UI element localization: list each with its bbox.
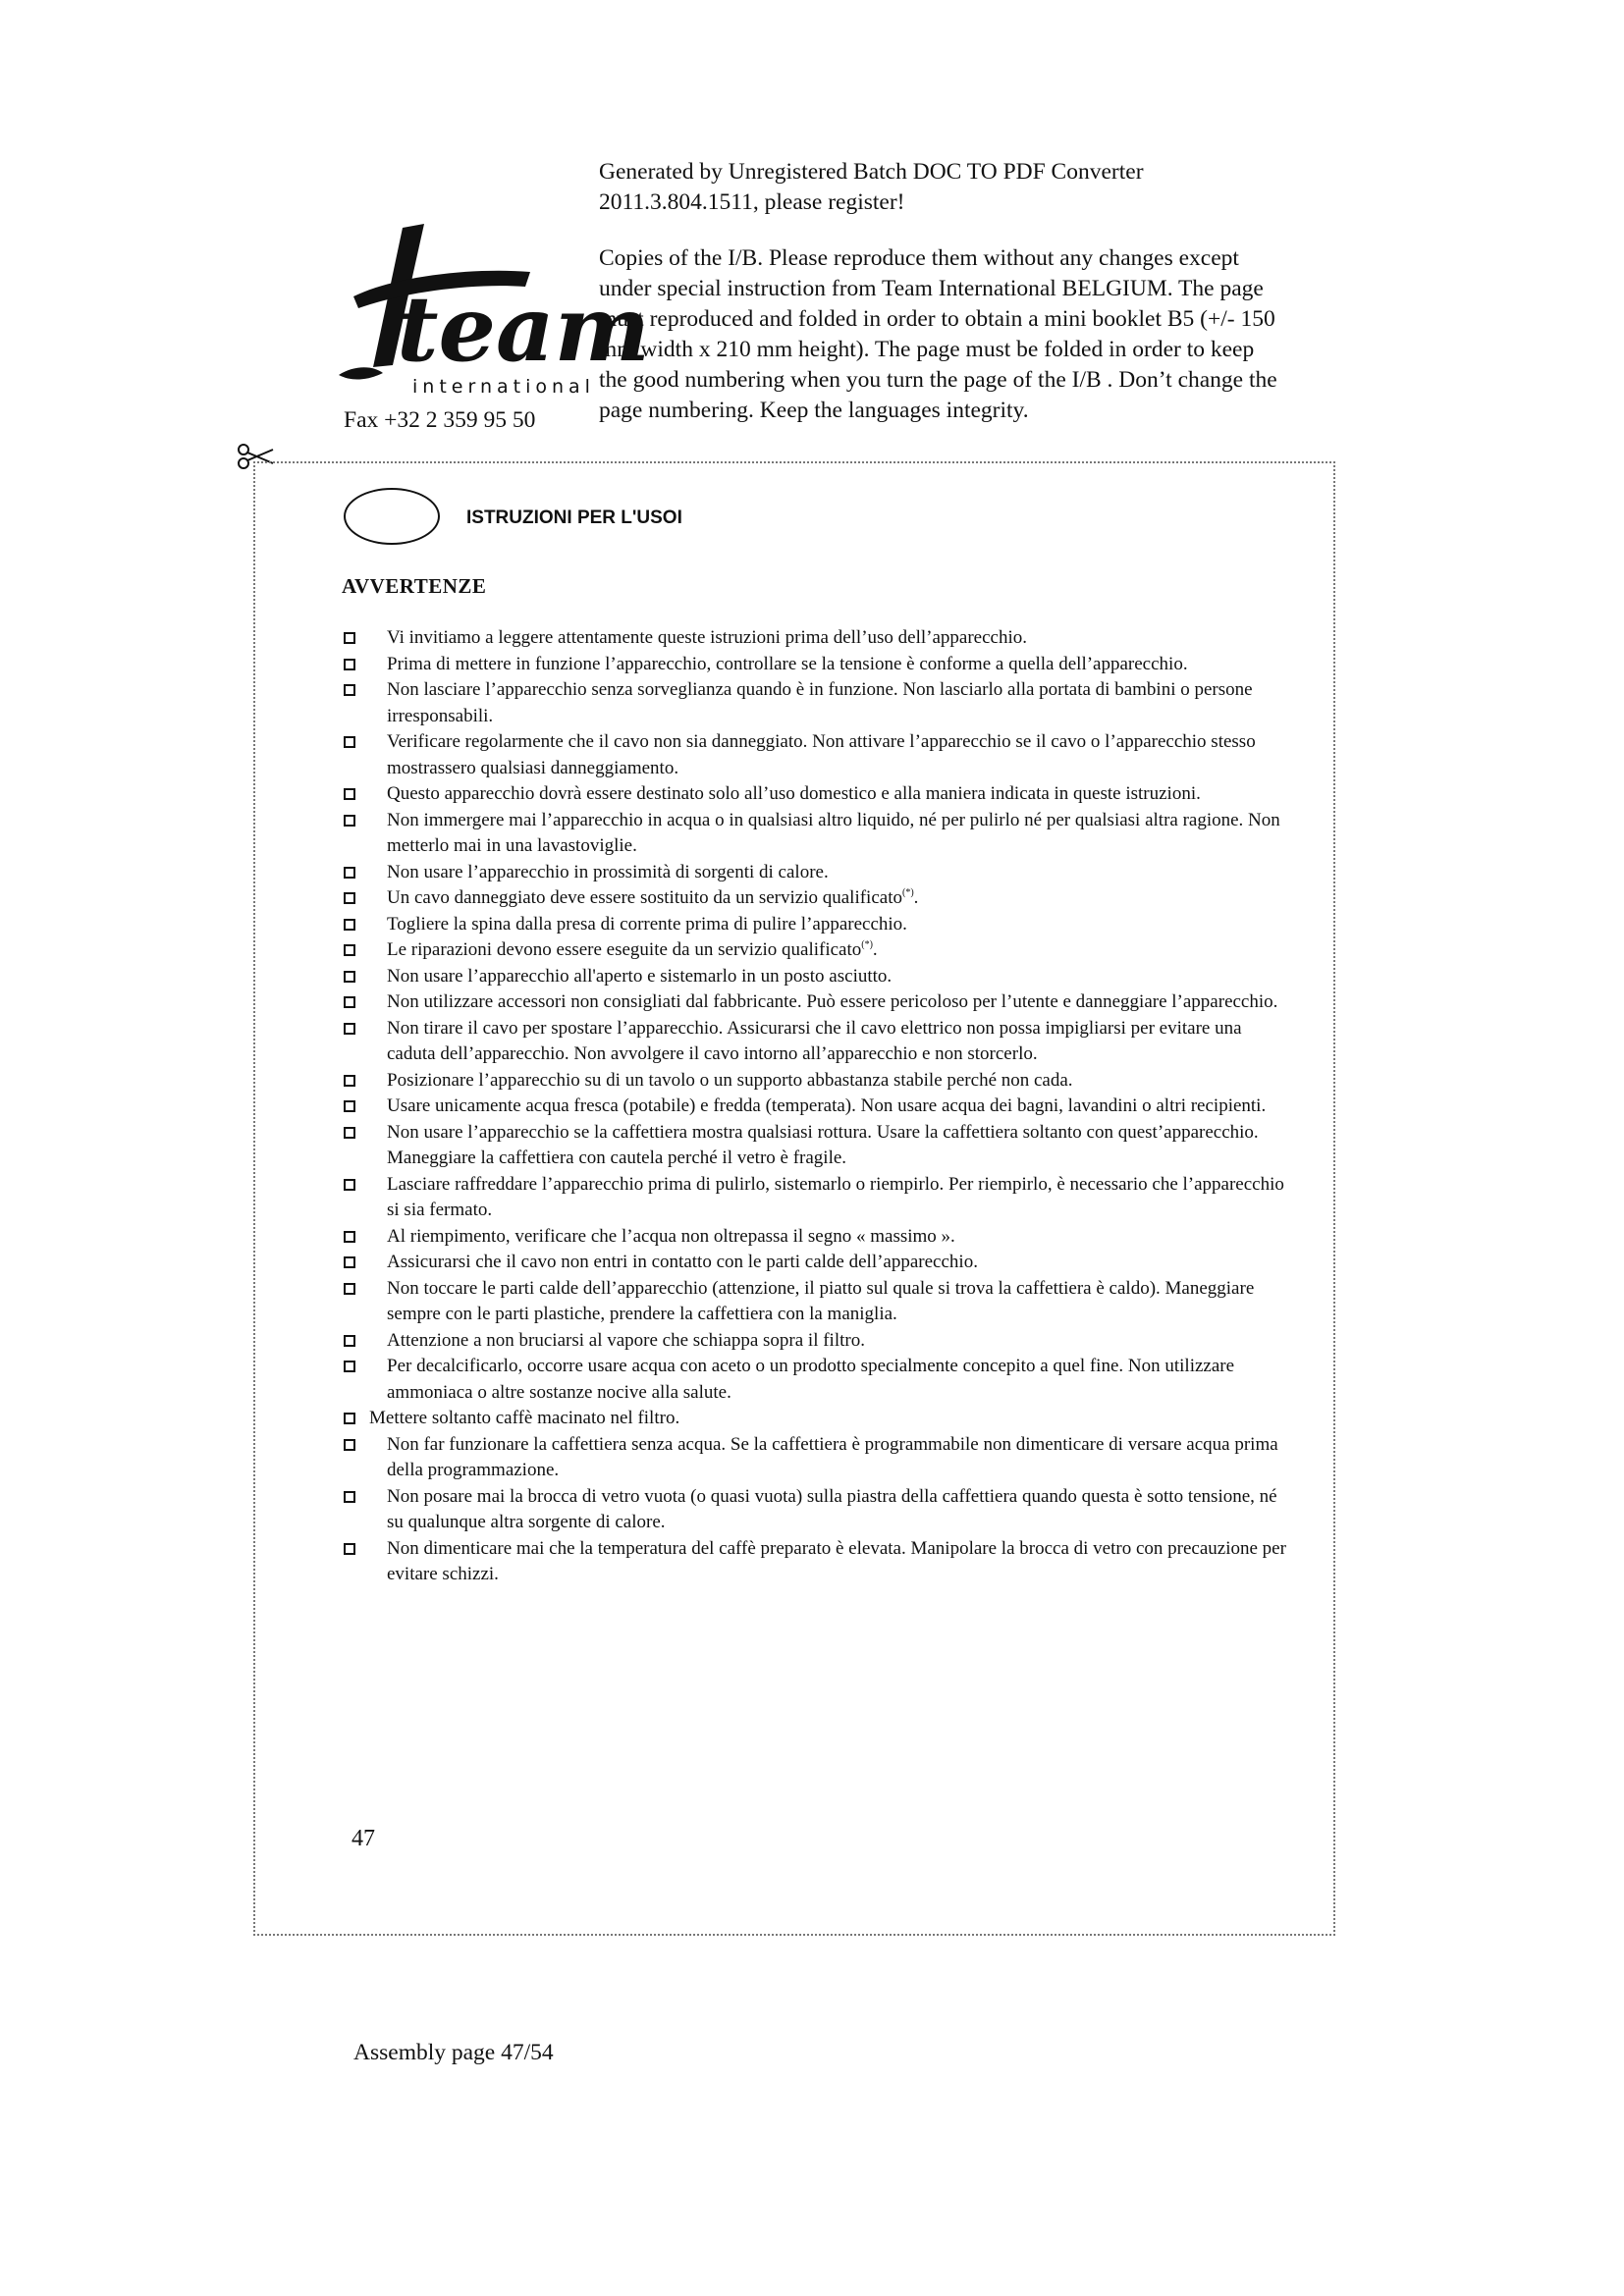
checkbox-icon [344,1543,355,1555]
footnote-mark: (*) [861,939,873,950]
list-item: Non far funzionare la caffettiera senza acqua. Se la caffettiera è programmabile non dimenticare di versare acqua prima della programmazione. [342,1432,1294,1484]
list-item: Non posare mai la brocca di vetro vuota (o quasi vuota) sulla piastra della caffettiera quando questa è sotto tensione, né su qualunque altra sorgente di calore. [342,1484,1294,1536]
checkbox-icon [344,867,355,879]
header-note [599,157,1286,452]
section-title: ISTRUZIONI PER L'USOI [466,507,682,528]
list-item: Prima di mettere in funzione l’apparecchio, controllare se la tensione è conforme a quella dell’apparecchio. [342,652,1294,678]
list-item: Non usare l’apparecchio in prossimità di sorgenti di calore. [342,860,1294,886]
checkbox-icon [344,996,355,1008]
copies-instructions: Copies of the I/B. Please reproduce them without any changes except under special instruction from Team International BELGIUM. The page must reproduced and folded in order to obtain a mini booklet B5 (+/- 150 mm width x 210 mm height). The page must be folded in order to keep the good numbering when you turn the page of the I/B . Don’t change the page numbering. Keep the languages integrity. [599,245,1277,423]
page-number: 47 [352,1826,375,1851]
checkbox-icon [344,736,355,748]
checkbox-icon [344,659,355,670]
logo-subtitle: international [412,376,595,398]
checkbox-icon [344,1335,355,1347]
list-item: Non usare l’apparecchio all'aperto e sistemarlo in un posto asciutto. [342,964,1294,990]
list-item: Togliere la spina dalla presa di corrente prima di pulire l’apparecchio. [342,912,1294,938]
checkbox-icon [344,1256,355,1268]
checkbox-icon [344,1179,355,1191]
checkbox-icon [344,815,355,827]
checkbox-icon [344,1283,355,1295]
checkbox-icon [344,684,355,696]
warnings-heading: AVVERTENZE [342,574,487,598]
list-item: Per decalcificarlo, occorre usare acqua con aceto o un prodotto specialmente concepito a quel fine. Non utilizzare ammoniaca o altre sostanze nocive alla salute. [342,1354,1294,1406]
list-item: Usare unicamente acqua fresca (potabile) e fredda (temperata). Non usare acqua dei bagni, lavandini o altri recipienti. [342,1094,1294,1120]
list-item: Non immergere mai l’apparecchio in acqua o in qualsiasi altro liquido, né per pulirlo né per qualsiasi altra ragione. Non metterlo mai in una lavastoviglie. [342,808,1294,860]
checkbox-icon [344,1439,355,1451]
list-item: Al riempimento, verificare che l’acqua non oltrepassa il segno « massimo ». [342,1224,1294,1251]
list-item: Vi invitiamo a leggere attentamente queste istruzioni prima dell’uso dell’apparecchio. [342,625,1294,652]
checkbox-icon [344,892,355,904]
checkbox-icon [344,788,355,800]
list-item: Attenzione a non bruciarsi al vapore che schiappa sopra il filtro. [342,1328,1294,1355]
checkbox-icon [344,944,355,956]
generator-line: Generated by Unregistered Batch DOC TO PDF Converter 2011.3.804.1511, please register! [599,159,1144,215]
fax-number: Fax +32 2 359 95 50 [344,407,536,433]
checkbox-icon [344,1491,355,1503]
assembly-footer: Assembly page 47/54 [353,2040,554,2065]
warnings-list [342,625,1294,1588]
footnote-mark: (*) [901,887,914,898]
checkbox-icon [344,1413,355,1424]
list-item: Non dimenticare mai che la temperatura del caffè preparato è elevata. Manipolare la brocca di vetro con precauzione per evitare schizzi. [342,1536,1294,1588]
checkbox-icon [344,919,355,931]
list-item: Mettere soltanto caffè macinato nel filtro. [342,1406,1294,1432]
list-item: Non utilizzare accessori non consigliati dal fabbricante. Può essere pericoloso per l’utente e danneggiare l’apparecchio. [342,989,1294,1016]
list-item: Assicurarsi che il cavo non entri in contatto con le parti calde dell’apparecchio. [342,1250,1294,1276]
list-item: Lasciare raffreddare l’apparecchio prima di pulirlo, sistemarlo o riempirlo. Per riempirlo, è necessario che l’apparecchio si sia fermato. [342,1172,1294,1224]
list-item: Le riparazioni devono essere eseguite da un servizio qualificato(*). [342,937,1294,964]
list-item: Verificare regolarmente che il cavo non sia danneggiato. Non attivare l’apparecchio se il cavo o l’apparecchio stesso mostrassero qualsiasi danneggiamento. [342,729,1294,781]
checkbox-icon [344,1023,355,1035]
language-oval [344,488,440,545]
checkbox-icon [344,971,355,983]
logo-word: team [397,276,650,382]
list-item: Non tirare il cavo per spostare l’apparecchio. Assicurarsi che il cavo elettrico non possa impigliarsi per evitare una caduta dell’apparecchio. Non avvolgere il cavo intorno all’apparecchio e non storcerlo. [342,1016,1294,1068]
checkbox-icon [344,632,355,644]
list-item: Posizionare l’apparecchio su di un tavolo o un supporto abbastanza stabile perché non cada. [342,1068,1294,1095]
checkbox-icon [344,1075,355,1087]
checkbox-icon [344,1127,355,1139]
checkbox-icon [344,1231,355,1243]
list-item: Non toccare le parti calde dell’apparecchio (attenzione, il piatto sul quale si trova la caffettiera è caldo). Maneggiare sempre con le parti plastiche, prendere la caffettiera con la maniglia. [342,1276,1294,1328]
list-item: Un cavo danneggiato deve essere sostituito da un servizio qualificato(*). [342,885,1294,912]
team-international-logo [334,218,650,404]
checkbox-icon [344,1100,355,1112]
list-item: Non usare l’apparecchio se la caffettiera mostra qualsiasi rottura. Usare la caffettiera soltanto con quest’apparecchio. Maneggiare la caffettiera con cautela perché il vetro è fragile. [342,1120,1294,1172]
checkbox-icon [344,1361,355,1372]
list-item: Non lasciare l’apparecchio senza sorveglianza quando è in funzione. Non lasciarlo alla portata di bambini o persone irresponsabili. [342,677,1294,729]
list-item: Questo apparecchio dovrà essere destinato solo all’uso domestico e alla maniera indicata in queste istruzioni. [342,781,1294,808]
